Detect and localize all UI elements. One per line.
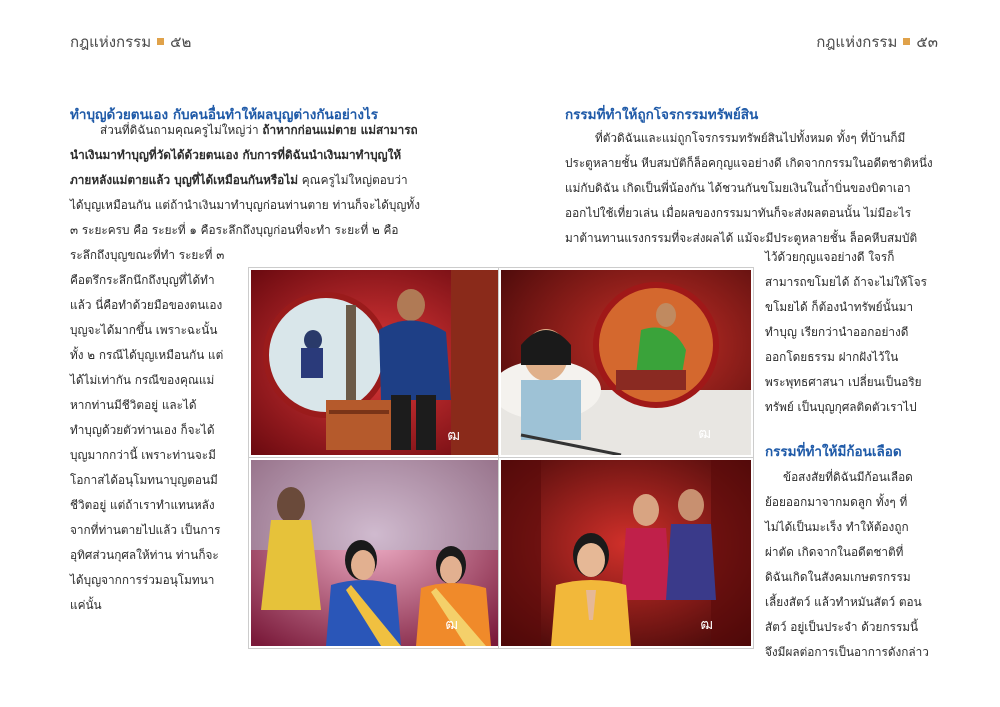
- intro-text: ส่วนที่ดิฉันถามคุณครูไม่ใหญ่ว่า: [100, 123, 259, 137]
- left-intro-paragraph: [70, 118, 440, 243]
- right-header-title: กฎแห่งกรรม: [816, 33, 898, 51]
- question-line-2: นำเงินมาทำบุญที่วัดได้ด้วยตนเอง กับการที่ดิฉันนำเงินมาทำบุญให้: [70, 148, 402, 162]
- right-narrow-column-2: [765, 465, 935, 665]
- right-section-heading-1: กรรมที่ทำให้ถูกโจรกรรมทรัพย์สิน: [565, 107, 759, 123]
- text-line: อุทิศส่วนกุศลให้ท่าน ท่านก็จะ: [70, 548, 219, 562]
- right-intro-paragraph: [565, 126, 935, 251]
- text-line: ขโมยได้ ก็ต้องนำทรัพย์นั้นมา: [765, 300, 914, 314]
- text-line: ประตูหลายชั้น หีบสมบัติก็ล็อคกุญแจอย่างดี เกิดจากกรรมในอดีตชาติหนึ่ง: [565, 156, 933, 170]
- text-line: ออกโดยธรรม ฝากฝังไว้ใน: [765, 350, 899, 364]
- text-line: จึงมีผลต่อการเป็นอาการดังกล่าว: [765, 645, 929, 659]
- watermark-text: ฒ: [700, 617, 713, 633]
- text-line: ๓ ระยะครบ คือ ระยะที่ ๑ คือระลึกถึงบุญก่อนที่จะทำ ระยะที่ ๒ คือ: [70, 223, 399, 237]
- question-line-3-tail: คุณครูไม่ใหญ่ตอบว่า: [301, 173, 408, 187]
- watermark-text: ฒ: [445, 617, 458, 633]
- header-square-icon: [903, 38, 910, 45]
- text-line: มาต้านทานแรงกรรมที่จะส่งผลได้ แม้จะมีประตูหลายชั้น ล็อคหีบสมบัติ: [565, 231, 918, 245]
- text-line: ผ่าตัด เกิดจากในอดีตชาติที่: [765, 545, 904, 559]
- right-narrow-column-1: [765, 245, 935, 420]
- text-line: แค่นั้น: [70, 598, 102, 612]
- text-line: ไม่ได้เป็นมะเร็ง ทำให้ต้องถูก: [765, 520, 909, 534]
- text-line: พระพุทธศาสนา เปลี่ยนเป็นอริย: [765, 375, 922, 389]
- text-line: ทำบุญ เรียกว่านำออกอย่างดี: [765, 325, 909, 339]
- left-section-heading: ทำบุญด้วยตนเอง กับคนอื่นทำให้ผลบุญต่างกันอย่างไร: [70, 107, 378, 123]
- left-narrow-column: [70, 243, 240, 618]
- text-line: ได้ไม่เท่ากัน กรณีของคุณแม่: [70, 373, 215, 387]
- illustration-man-window: [249, 268, 500, 457]
- text-line: ได้บุญจากการร่วมอนุโมทนา: [70, 573, 215, 587]
- right-page-number: ๕๓: [916, 33, 938, 51]
- text-line: ทรัพย์ เป็นบุญกุศลติดตัวเราไป: [765, 400, 917, 414]
- question-line-3: ภายหลังแม่ตายแล้ว บุญที่ได้เหมือนกันหรือไม่: [70, 173, 298, 187]
- left-page-number: ๕๒: [170, 33, 192, 51]
- text-line: เลี้ยงสัตว์ แล้วทำหมันสัตว์ ตอน: [765, 595, 922, 609]
- question-line-1: ถ้าหากก่อนแม่ตาย แม่สามารถ: [262, 123, 418, 137]
- illustration-praying: [499, 458, 753, 648]
- header-square-icon: [157, 38, 164, 45]
- text-line: หากท่านมีชีวิตอยู่ และได้: [70, 398, 197, 412]
- illustration-hospital: [499, 268, 753, 457]
- text-line: แม่กับดิฉัน เกิดเป็นพี่น้องกัน ได้ชวนกันขโมยเงินในถ้ำบิ่นของบิดาเอา: [565, 181, 911, 195]
- text-line: ทั้ง ๒ กรณีได้บุญเหมือนกัน แต่: [70, 348, 224, 362]
- text-line: แล้ว นี่คือทำด้วยมือของตนเอง: [70, 298, 223, 312]
- text-line: ย้อยออกมาจากมดลูก ทั้งๆ ที่: [765, 495, 908, 509]
- text-line: ไว้ด้วยกุญแจอย่างดี ใจรก็: [765, 250, 895, 264]
- text-line: ทำบุญด้วยตัวท่านเอง ก็จะได้: [70, 423, 215, 437]
- illustration-merit: [249, 458, 500, 648]
- watermark-text: ฒ: [447, 428, 460, 444]
- text-line: ออกไปใช้เที่ยวเล่น เมื่อผลของกรรมมาทันก็จะส่งผลตอนนั้น ไม่มีอะไร: [565, 206, 912, 220]
- text-line: คือตรึกระลึกนึกถึงบุญที่ได้ทำ: [70, 273, 215, 287]
- left-header-title: กฎแห่งกรรม: [70, 33, 152, 51]
- text-line: สามารถขโมยได้ ถ้าจะไม่ให้โจร: [765, 275, 927, 289]
- text-line: ได้บุญเหมือนกัน แต่ถ้านำเงินมาทำบุญก่อนท่านตาย ท่านก็จะได้บุญทั้ง: [70, 198, 420, 212]
- watermark-text: ฒ: [698, 426, 711, 442]
- text-line: จากที่ท่านตายไปแล้ว เป็นการ: [70, 523, 221, 537]
- text-line: ที่ตัวดิฉันและแม่ถูกโจรกรรมทรัพย์สินไปทั้งหมด ทั้งๆ ที่บ้านก็มี: [595, 131, 906, 145]
- text-line: บุญมากกว่านี้ เพราะท่านจะมี: [70, 448, 216, 462]
- text-line: ชีวิตอยู่ แต่ถ้าเราทำแทนหลัง: [70, 498, 215, 512]
- text-line: โอกาสได้อนุโมทนาบุญตอนมี: [70, 473, 218, 487]
- text-line: สัตว์ อยู่เป็นประจำ ด้วยกรรมนี้: [765, 620, 919, 634]
- right-section-heading-2: กรรมที่ทำให้มีก้อนเลือด: [765, 444, 902, 460]
- right-page-header: [816, 30, 938, 54]
- text-line: บุญจะได้มากขึ้น เพราะฉะนั้น: [70, 323, 218, 337]
- left-page-header: [70, 30, 191, 54]
- text-line: ดิฉันเกิดในสังคมเกษตรกรรม: [765, 570, 911, 584]
- text-line: ระลึกถึงบุญขณะที่ทำ ระยะที่ ๓: [70, 248, 225, 262]
- text-line: ข้อสงสัยที่ดิฉันมีก้อนเลือด: [783, 470, 913, 484]
